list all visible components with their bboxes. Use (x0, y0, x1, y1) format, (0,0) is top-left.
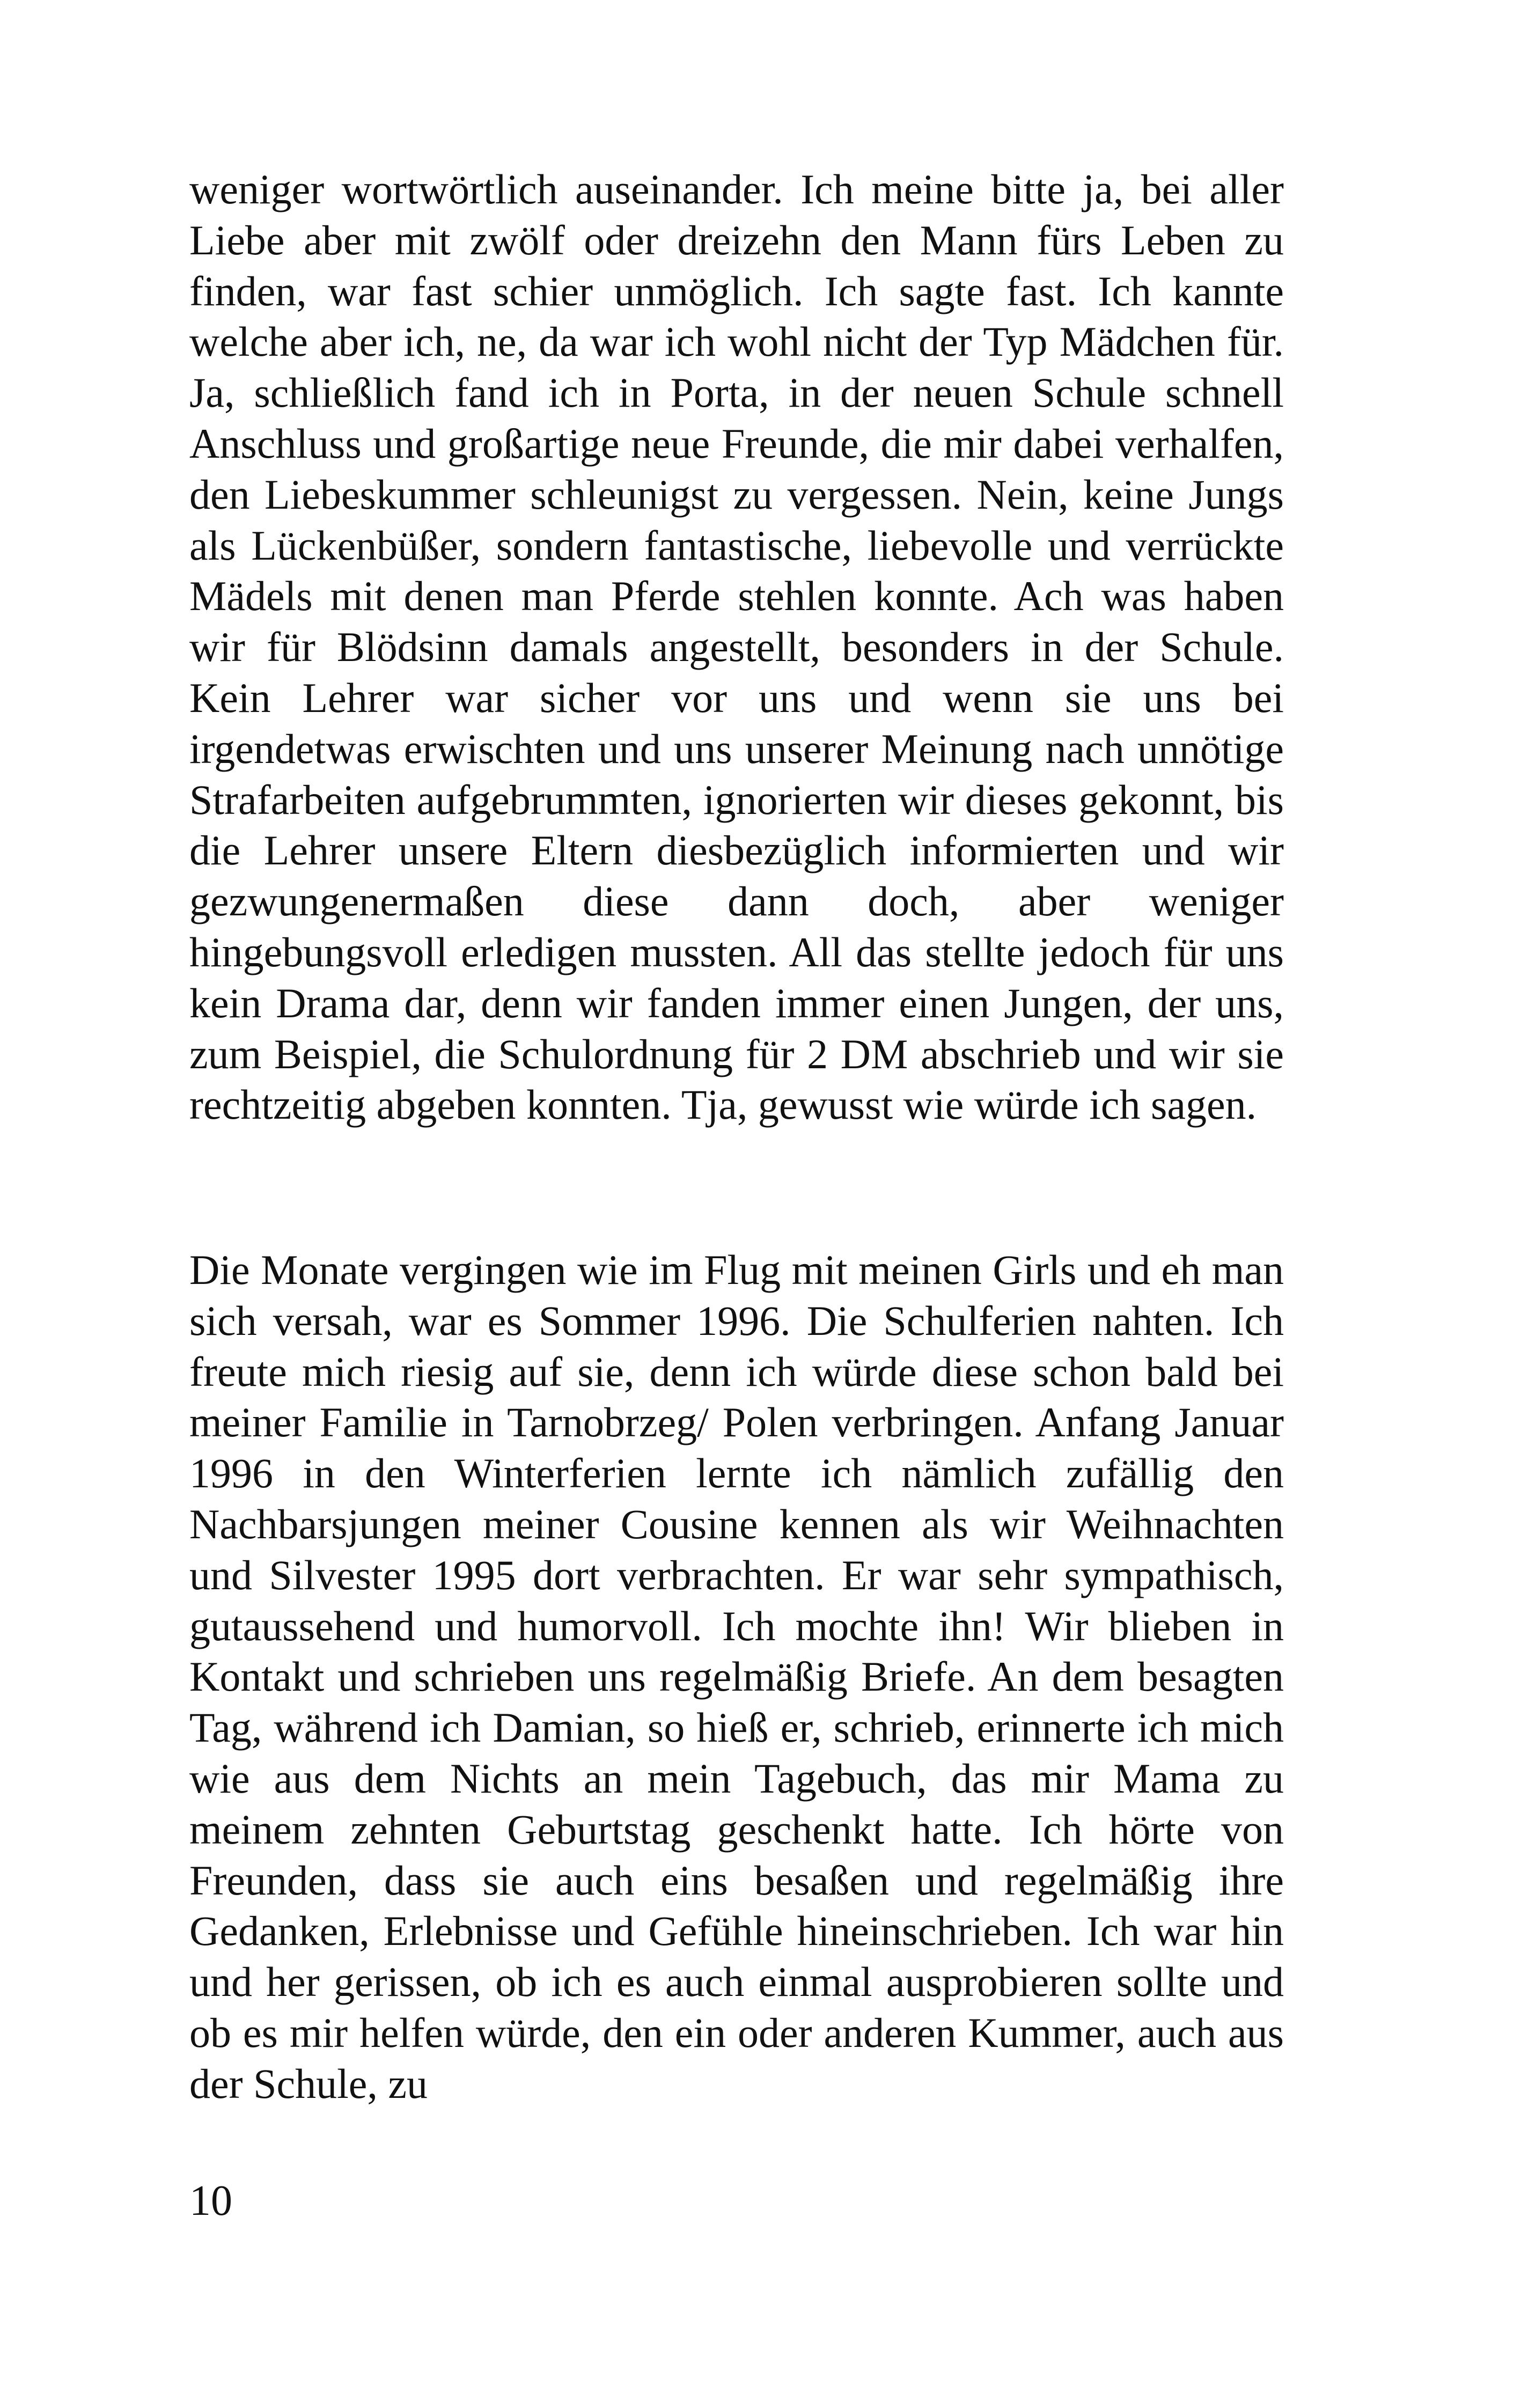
paragraph-2: Die Monate vergingen wie im Flug mit meinen Girls und eh man sich versah, war es Sommer 1996. Die Schulferien nahten. Ich freute mich riesig auf sie, denn ich würde diese schon bald bei meiner Familie in Tarnobrzeg/ Polen verbringen. Anfang Januar 1996 in den Winterferien lernte ich nämlich zufällig den Nachbarsjungen meiner Cousine kennen als wir Weihnachten und Silvester 1995 dort verbrachten. Er war sehr sympathisch, gutaussehend und humorvoll. Ich mochte ihn! Wir blieben in Kontakt und schrieben uns regelmäßig Briefe. An dem besagten Tag, während ich Damian, so hieß er, schrieb, erinnerte ich mich wie aus dem Nichts an mein Tagebuch, das mir Mama zu meinem zehnten Geburtstag geschenkt hatte. Ich hörte von Freunden, dass sie auch eins besaßen und regelmäßig ihre Gedanken, Erlebnisse und Gefühle hineinschrieben. Ich war hin und her gerissen, ob ich es auch einmal ausprobieren sollte und ob es mir helfen würde, den ein oder anderen Kummer, auch aus der Schule, zu (189, 1246, 1284, 2107)
page-number: 10 (189, 2177, 232, 2225)
paragraph-1: weniger wortwörtlich auseinander. Ich meine bitte ja, bei aller Liebe aber mit zwölf oder dreizehn den Mann fürs Leben zu finden, war fast schier unmöglich. Ich sagte fast. Ich kannte welche aber ich, ne, da war ich wohl nicht der Typ Mädchen für. Ja, schließlich fand ich in Porta, in der neuen Schule schnell Anschluss und großartige neue Freunde, die mir dabei verhalfen, den Liebeskummer schleunigst zu vergessen. Nein, keine Jungs als Lückenbüßer, sondern fantastische, liebevolle und verrückte Mädels mit denen man Pferde stehlen konnte. Ach was haben wir für Blödsinn damals angestellt, besonders in der Schule. Kein Lehrer war sicher vor uns und wenn sie uns bei irgendetwas erwischten und uns unserer Meinung nach unnötige Strafarbeiten aufgebrummten, ignorierten wir dieses gekonnt, bis die Lehrer unsere Eltern diesbezüglich informierten und wir gezwungenermaßen diese dann doch, aber weniger hingebungsvoll erledigen mussten. All das stellte jedoch für uns kein Drama dar, denn wir fanden immer einen Jungen, der uns, zum Beispiel, die Schulordnung für 2 DM abschrieb und wir sie rechtzeitig abgeben konnten. Tja, gewusst wie würde ich sagen. (189, 166, 1284, 1128)
